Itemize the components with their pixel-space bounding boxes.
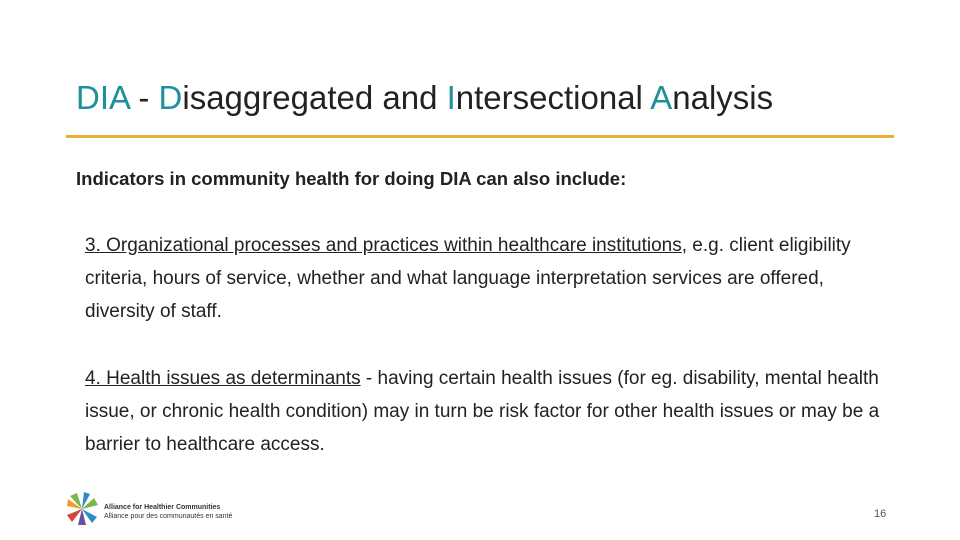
item-body: , e.g. client eligibility criteria, hours of service, whether and what language interpretation services are offered, diversity of staff.: [85, 235, 851, 322]
slide-title: [76, 78, 773, 118]
list-item: [85, 362, 885, 461]
title-divider: [66, 135, 894, 138]
title-part: isaggregated and: [182, 79, 447, 116]
logo-text-fr: Alliance pour des communautés en santé: [104, 513, 233, 520]
intro-text: Indicators in community health for doing DIA can also include:: [76, 168, 627, 189]
list-item: [85, 229, 885, 328]
title-part: ntersectional: [455, 79, 651, 116]
title-part: -: [129, 79, 159, 116]
item-body: - having certain health issues (for eg. disability, mental health issue, or chronic health condition) may in turn be risk factor for other health issues or may be a barrier to healthcare access.: [85, 368, 880, 455]
alliance-logo: [64, 490, 264, 528]
title-part: A: [650, 79, 673, 116]
alliance-logo-icon: [64, 490, 100, 528]
title-part: D: [158, 79, 183, 116]
page-number: 16: [874, 508, 887, 520]
logo-text-en: Alliance for Healthier Communities: [104, 504, 221, 511]
item-heading: 4. Health issues as determinants: [85, 368, 361, 389]
title-part: I: [446, 79, 456, 116]
logo-text: [104, 503, 232, 521]
title-part: nalysis: [672, 79, 774, 116]
item-heading: 3. Organizational processes and practices within healthcare institutions: [85, 235, 682, 256]
title-part: DIA: [76, 79, 130, 116]
